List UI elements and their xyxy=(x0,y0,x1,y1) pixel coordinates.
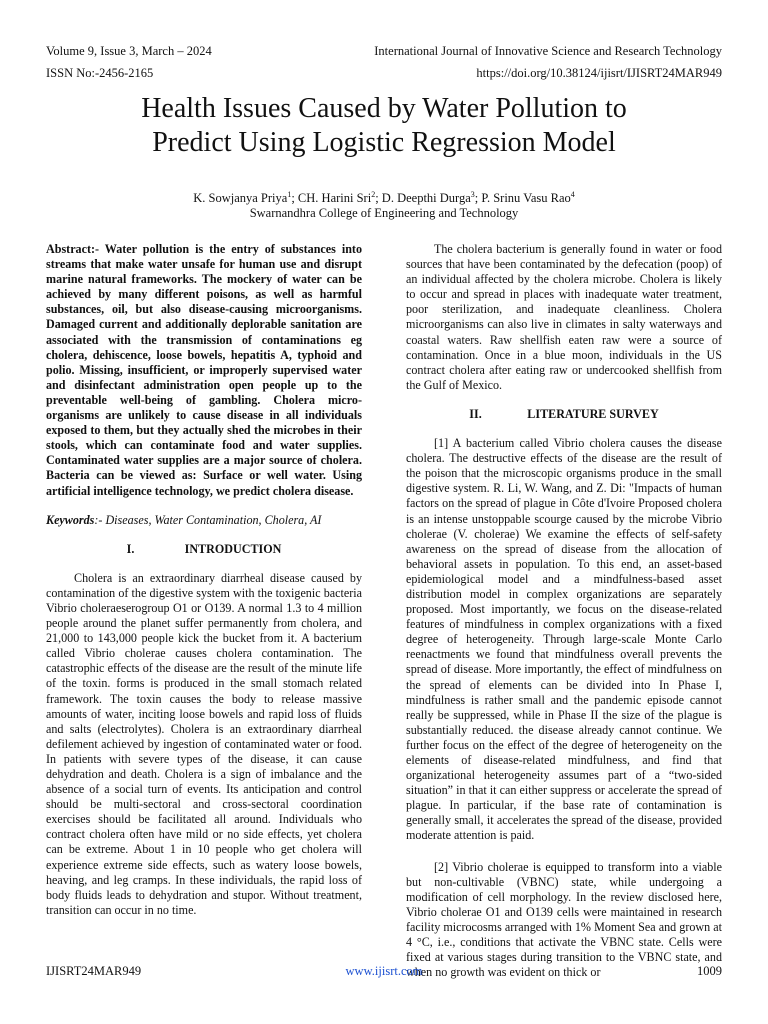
right-column xyxy=(406,242,722,980)
affiliation: Swarnandhra College of Engineering and Technology xyxy=(249,206,519,221)
author-sep: ; xyxy=(375,191,379,206)
abstract-label: Abstract:- xyxy=(46,242,100,256)
author-block xyxy=(40,187,728,221)
doi-link[interactable]: https://doi.org/10.38124/ijisrt/IJISRT24MAR949 xyxy=(476,66,722,80)
section-number: I. xyxy=(126,541,135,556)
page-number: 1009 xyxy=(697,964,722,978)
paper-title xyxy=(40,92,728,160)
section-number: II. xyxy=(469,406,482,421)
cholera-paragraph: The cholera bacterium is generally found in water or food sources that have been contaminated by the defecation (poop) of an individual affected by the cholera microbe. Cholera is likely to occur and spread in places with inadequate water treatment, poor sterilization, and inadequate cleanliness. Cholera microorganisms can also live in climates in salty waterways and coastal waters. Raw shellfish eaten raw were a source of contamination. Once in a blue moon, individuals in the US contract cholera after eating raw or undercooked shellfish from the Gulf of Mexico. xyxy=(406,242,722,392)
footer-website-link[interactable]: www.ijisrt.com xyxy=(345,964,423,978)
journal-name: International Journal of Innovative Science and Research Technology xyxy=(374,44,722,58)
footer-paper-code: IJISRT24MAR949 xyxy=(46,964,142,978)
literature-paragraph-2: [2] Vibrio cholerae is equipped to transform into a viable but non-cultivable (VBNC) state, while undergoing a modification of cell morphology. In the review disclosed here, Vibrio cholerae O1 and O139 cells were maintained in research facility microcosms arranged with 1% Moment Sea and grown at 4 °C, i.e., conditions that activate the VBNC state. Cells were fixed at various stages during transition to the VBNC state, and when no growth was evident on thick or xyxy=(406,859,722,980)
author-list xyxy=(40,187,728,206)
left-column xyxy=(46,242,362,918)
title-line-2: Predict Using Logistic Regression Model xyxy=(152,127,616,158)
keywords xyxy=(46,513,362,528)
author-2-mark: 2 xyxy=(371,190,376,199)
author-1: K. Sowjanya Priya xyxy=(193,191,288,206)
title-line-1: Health Issues Caused by Water Pollution to xyxy=(141,93,627,124)
section-title: INTRODUCTION xyxy=(184,541,282,556)
literature-paragraph-1: [1] A bacterium called Vibrio cholera causes the disease cholera. The destructive effects of the disease are the result of the poison that the microscopic organisms produce in the small digestive system. R. Li, W. Wang, and Z. Di: "Impacts of human factors on the spread of plague in Côte d'Ivoire Proposed cholera is an intense unstoppable scourge caused by the microbe Vibrio cholerae (V. cholerae) We examine the effects of self-safety awareness on the spread of disease from the allocation of behavioral assets in population. To this end, an asset-based epidemiological model and a mindfulness-based asset distribution model in complex organizations are separately proposed. Most importantly, we focus on the disease-related features of mindfulness in complex organizations with a fixed degree of heterogeneity. Through large-scale Monte Carlo reenactments we found that mindfulness overall prevents the spread of disease. More importantly, the effect of mindfulness on the spread of elements can be divided into In Phase I, mindfulness is rather small and the pandemic episode cannot really be suppressed, while in Phase II the size of the plague is substantially reduced. the disease already cannot continue. We further focus on the effect of the degree of heterogeneity on the elements of disease-related mindfulness, and find that organizational heterogeneity assumes part of a “two-sided situation” in that it can either suppress or accelerate the spread of plague. In particular, if the base rate of contamination is generally small, it accelerates the spread of the disease, provided moderate attention is paid. xyxy=(406,436,722,843)
abstract xyxy=(46,242,362,499)
author-1-mark: 1 xyxy=(287,190,292,199)
section-title: LITERATURE SURVEY xyxy=(527,406,659,421)
author-3-mark: 3 xyxy=(470,190,475,199)
author-sep: ; xyxy=(474,191,479,206)
section-heading-introduction xyxy=(46,542,362,557)
abstract-text: Water pollution is the entry of substances into streams that make water unsafe for human use and disrupt marine natural frameworks. The mockery of water can be achieved by many different poisons, as well as harmful substances, oil, but also disease-causing microorganisms. Damaged current and additionally deplorable sanitation are associated with the transmission of contaminations eg cholera, dehiscence, loose bowels, hepatitis A, typhoid and polio. Missing, insufficient, or improperly supervised water and disinfectant administration open people up to the preventable well-being of gambling. Cholera micro-organisms are unlikely to cause disease in all individuals exposed to them, but they actually shed the microbes in their stools, which can contaminate food and water supplies. Contaminated water supplies are a major source of cholera. Bacteria can be viewed as: Surface or well water. Using artificial intelligence technology, we predict cholera disease. xyxy=(46,242,362,498)
keywords-label: Keywords xyxy=(46,512,95,527)
section-heading-literature xyxy=(406,407,722,422)
author-4-mark: 4 xyxy=(570,190,575,199)
author-4: P. Srinu Vasu Rao xyxy=(481,191,571,206)
intro-paragraph: Cholera is an extraordinary diarrheal disease caused by contamination of the digestive system with the toxigenic bacteria Vibrio choleraeserogroup O1 or O139. A normal 1.3 to 4 million people around the planet suffer permanently from cholera, and 21,000 to 143,000 people kick the bucket from it. A bacterium called Vibrio cholerae causes cholera contamination. The catastrophic effects of the disease are the result of the minute life of the toxin. forms is produced in the small stomach related framework. The toxin causes the body to release massive amounts of water, inciting loose bowels and rapid loss of fluids and salts (electrolytes). Cholera is an extraordinary diarrheal defilement achieved by ingestion of contaminated water or food. In patients with severe types of the disease, it can cause dehydration and death. Cholera is a sign of imbalance and the absence of a social turn of events. Its anticipation and control should be multi-sectoral and cross-sectoral coordination exercises should be facilitated all around. Individuals who contract cholera often have mild or no side effects, yet cholera can be extreme. About 1 in 10 people who get cholera will experience extreme side effects, such as watery loose bowels, heaving, and leg cramps. In these individuals, the rapid loss of body fluids leads to dehydration and stupor. Without treatment, transition can occur in no time. xyxy=(46,570,362,917)
issn: ISSN No:-2456-2165 xyxy=(46,66,154,80)
author-sep: ; xyxy=(291,191,295,206)
keywords-text: :- Diseases, Water Contamination, Cholera, AI xyxy=(94,512,322,527)
volume-info: Volume 9, Issue 3, March – 2024 xyxy=(46,44,212,58)
author-2: CH. Harini Sri xyxy=(297,191,372,206)
author-3: D. Deepthi Durga xyxy=(381,191,471,206)
